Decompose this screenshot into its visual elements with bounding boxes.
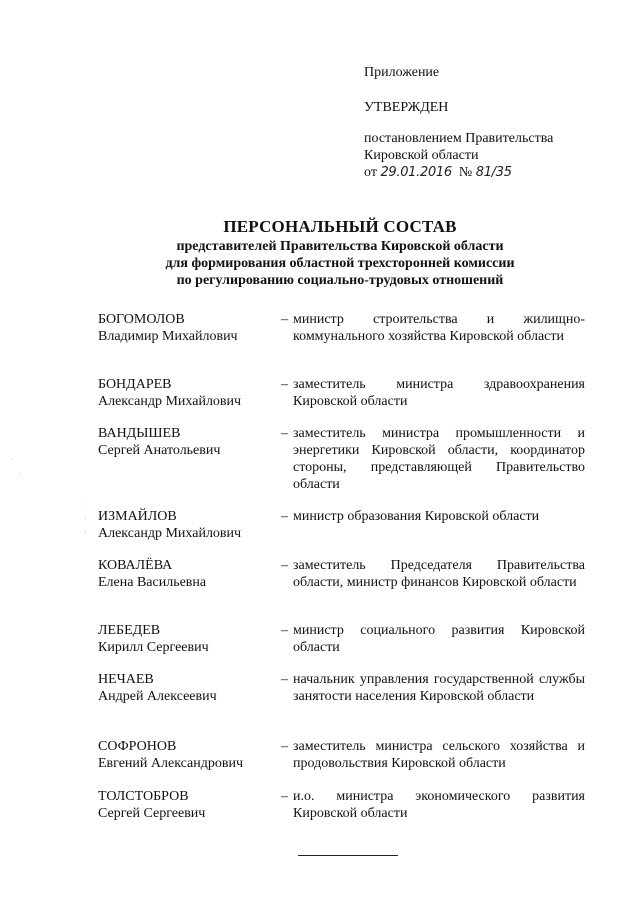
member-given-name: Александр Михайлович <box>98 394 242 409</box>
scan-speck: · <box>84 500 87 509</box>
member-given-name: Евгений Александрович <box>98 756 244 771</box>
member-name <box>98 425 278 459</box>
dash: – <box>281 789 288 804</box>
number-prefix: № <box>458 165 473 180</box>
member-name <box>98 788 278 822</box>
dash: – <box>281 377 288 392</box>
member-surname: ЛЕБЕДЕВ <box>98 623 161 638</box>
member-role: начальник управления государственной службы занятости населения Кировской области <box>293 672 585 704</box>
scan-speck: · <box>18 470 21 479</box>
dash: – <box>281 672 288 687</box>
title-sub-line-1: представителей Правительства Кировской области <box>176 239 504 254</box>
member-surname: СОФРОНОВ <box>98 739 177 754</box>
member-role: заместитель министра промышленности и энергетики Кировской области, координатор стороны, представляющей Правительство области <box>293 426 585 492</box>
member-role: и.о. министра экономического развития Кировской области <box>293 789 585 821</box>
member-given-name: Александр Михайлович <box>98 526 242 541</box>
member-role: заместитель министра здравоохранения Кировской области <box>293 377 585 409</box>
dash: – <box>281 312 288 327</box>
member-name <box>98 376 278 410</box>
member-surname: ИЗМАЙЛОВ <box>98 509 177 524</box>
member-given-name: Владимир Михайлович <box>98 329 238 344</box>
member-surname: НЕЧАЕВ <box>98 672 154 687</box>
document-title <box>60 216 620 289</box>
member-role: заместитель Председателя Правительства области, министр финансов Кировской области <box>293 558 585 590</box>
date-prefix: от <box>364 165 377 180</box>
member-name <box>98 738 278 772</box>
member-given-name: Андрей Алексеевич <box>98 689 217 704</box>
member-surname: БОГОМОЛОВ <box>98 312 185 327</box>
dash: – <box>281 558 288 573</box>
dash: – <box>281 426 288 441</box>
member-name <box>98 622 278 656</box>
member-given-name: Елена Васильевна <box>98 575 207 590</box>
end-divider <box>298 855 398 856</box>
handwritten-number: 81/35 <box>475 165 512 180</box>
appendix-label: Приложение <box>364 65 440 80</box>
member-surname: ТОЛСТОБРОВ <box>98 789 189 804</box>
handwritten-date: 29.01.2016 <box>380 165 452 180</box>
member-name <box>98 311 278 345</box>
member-name <box>98 671 278 705</box>
member-given-name: Сергей Сергеевич <box>98 806 206 821</box>
decree-date-line <box>364 164 604 181</box>
scan-speck: · <box>10 455 13 464</box>
dash: – <box>281 623 288 638</box>
title-sub-line-3: по регулированию социально-трудовых отношений <box>176 273 504 288</box>
title-main: ПЕРСОНАЛЬНЫЙ СОСТАВ <box>223 217 457 236</box>
member-given-name: Кирилл Сергеевич <box>98 640 209 655</box>
decree-line-2: Кировской области <box>364 148 479 163</box>
approval-block <box>364 64 604 181</box>
scan-speck: · <box>84 528 87 537</box>
member-name <box>98 508 278 542</box>
member-surname: КОВАЛЁВА <box>98 558 173 573</box>
dash: – <box>281 739 288 754</box>
title-sub-line-2: для формирования областной трехсторонней комиссии <box>165 256 515 271</box>
member-surname: ВАНДЫШЕВ <box>98 426 181 441</box>
member-given-name: Сергей Анатольевич <box>98 443 221 458</box>
member-role: заместитель министра сельского хозяйства и продовольствия Кировской области <box>293 739 585 771</box>
dash: – <box>281 509 288 524</box>
member-role: министр социального развития Кировской области <box>293 623 585 655</box>
member-role: министр образования Кировской области <box>293 509 540 524</box>
scan-speck: · <box>84 514 87 523</box>
member-role: министр строительства и жилищно-коммунального хозяйства Кировской области <box>293 312 585 344</box>
member-surname: БОНДАРЕВ <box>98 377 172 392</box>
member-name <box>98 557 278 591</box>
approved-label: УТВЕРЖДЕН <box>364 100 449 115</box>
decree-line-1: постановлением Правительства <box>364 131 554 146</box>
